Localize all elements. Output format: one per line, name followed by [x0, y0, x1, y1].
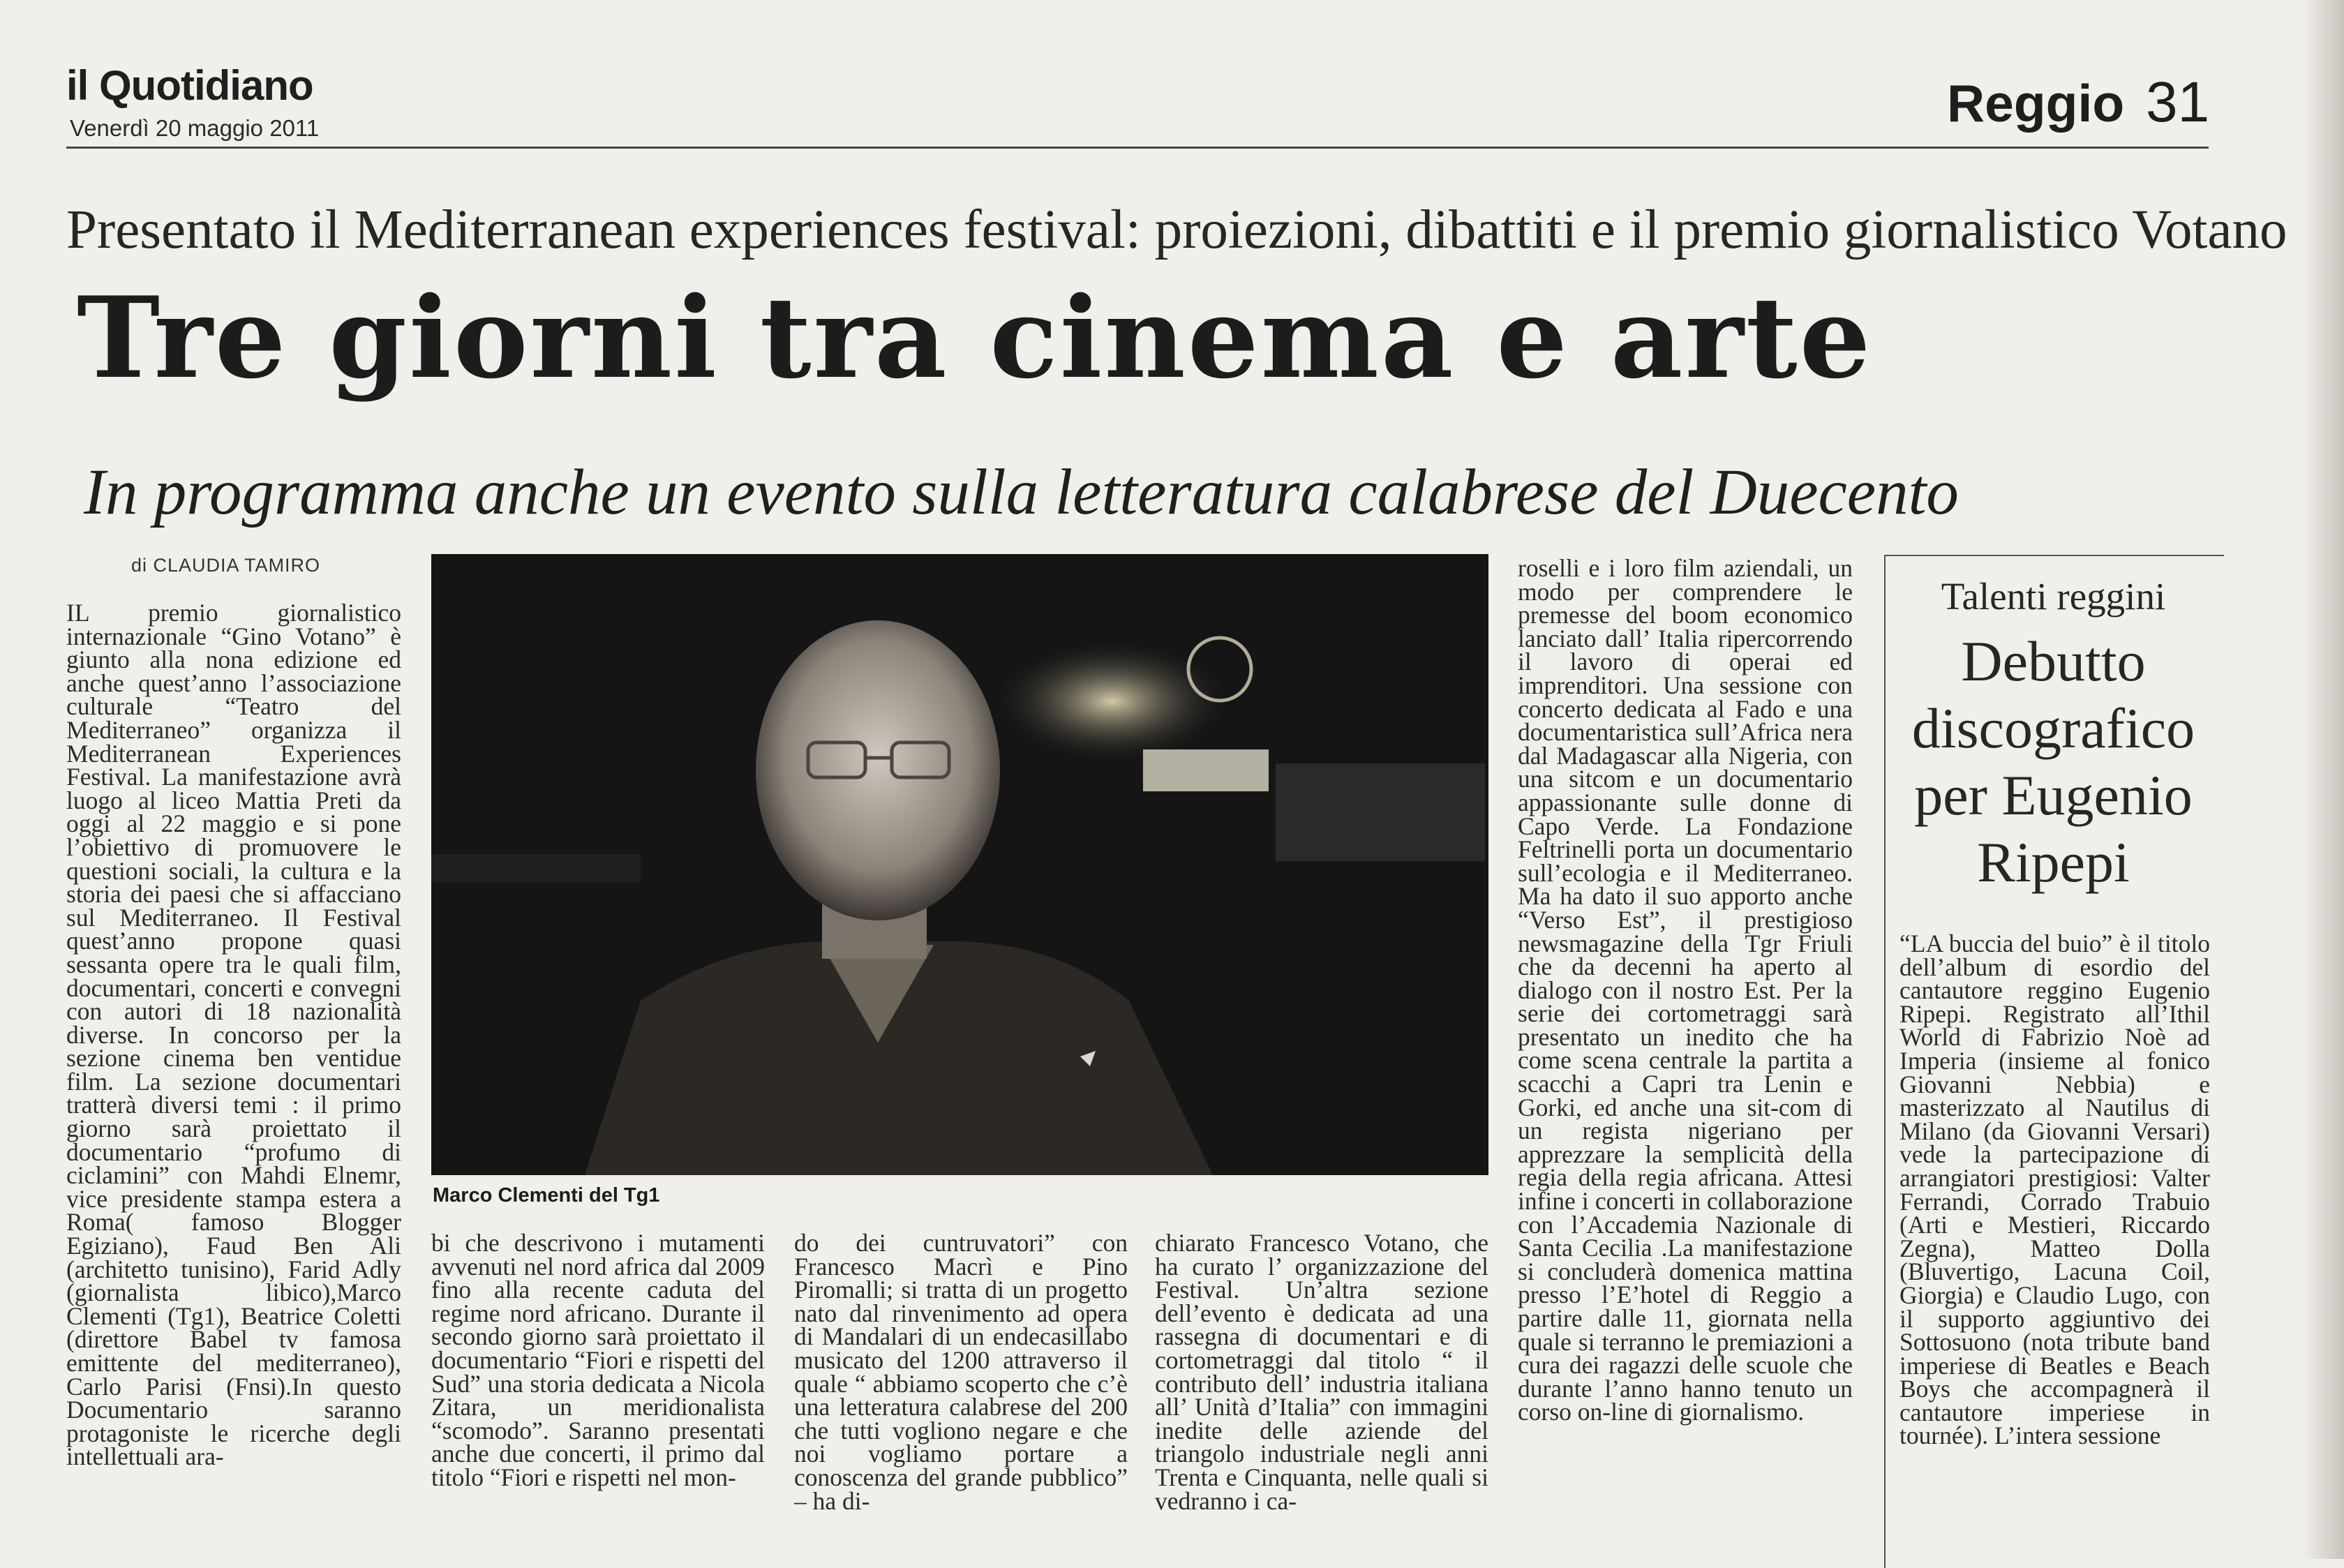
article-photo — [431, 554, 1488, 1175]
article-column-1: IL premio giornalistico internazionale “Gino Votano” è giunto alla nona edizione ed anche quest’anno l’associazione culturale “Teatro del Mediterraneo” organizza il Mediterranean Experiences Festival. La manifestazione avrà luogo al liceo Mattia Preti da oggi al 22 maggio e si pone l’obiettivo di promuovere le questioni sociali, la cultura e la storia dei paesi che si affacciano sul Mediterraneo. Il Festival quest’anno propone quasi sessanta opere tra le quali film, documentari, concerti e convegni con autori di 18 nazionalità diverse. In concorso per la sezione cinema ben ventidue film. La sezione documentari tratterà diversi temi : il primo giorno sarà proiettato il documentario “profumo di ciclamini” con Mahdi Elnemr, vice presidente stampa estera a Roma( famoso Blogger Egiziano), Faud Ben Ali (architetto tunisino), Farid Adly (giornalista libico),Marco Clementi (Tg1), Beatrice Coletti (direttore Babel tv famosa emittente del mediterraneo), Carlo Parisi (Fnsi).In questo Documentario saranno protagoniste le ricerche degli intellettuali ara- — [66, 599, 401, 1471]
article-kicker: Presentato il Mediterranean experiences festival: proiezioni, dibattiti e il premio giornalistico Votano — [66, 200, 2287, 260]
sidebar-kicker: Talenti reggini — [1941, 575, 2166, 618]
photo-caption: Marco Clementi del Tg1 — [433, 1184, 660, 1207]
article-column-4: chiarato Francesco Votano, che ha curato l’ organizzazione del Festival. Un’altra sezione dell’evento è dedicata ad una rassegna di documentari e di cortometraggi dal titolo “ il contributo dell’ industria italiana all’ Unità d’Italia” con immagini inedite delle aziende del triangolo industriale negli anni Trenta e Cinquanta, nelle quali si vedranno i ca- — [1155, 1229, 1488, 1515]
sidebar-title: Debutto discografico per Eugenio Ripepi — [1911, 629, 2195, 894]
issue-date: Venerdì 20 maggio 2011 — [70, 115, 320, 141]
section-name: Reggio — [1947, 74, 2125, 133]
masthead-rule — [66, 147, 2209, 149]
article-headline: Tre giorni tra cinema e arte — [77, 272, 1873, 403]
article-column-2: bi che descrivono i mutamenti avvenuti nel nord africa dal 2009 fino alla recente caduta del regime nord africano. Durante il secondo giorno sarà proiettato il documentario “Fiori e rispetti del Sud” una storia dedicata a Nicola Zitara, un meridionalista “scomodo”. Saranno presentati anche due concerti, il primo dal titolo “Fiori e rispetti nel mon- — [431, 1229, 765, 1491]
newspaper-logo: il Quotidiano — [66, 62, 313, 109]
article-byline: di CLAUDIA TAMIRO — [131, 555, 321, 576]
sidebar-body: “LA buccia del buio” è il titolo dell’album di esordio del cantautore reggino Eugenio Ripepi. Registrato all’Ithil World di Fabrizio Noè ad Imperia (insieme al fonico Giovanni Nebbia) e masterizzato al Nautilus di Milano (da Giovanni Versari) vede la partecipazione di arrangiatori prestigiosi: Valter Ferrandi, Corrado Trabuio (Arti e Mestieri, Riccardo Zegna), Matteo Dolla (Bluvertigo, Lacuna Coil, Giorgia) e Claudio Lugo, con il supporto aggiuntivo dei Sottosuono (nota tribute band imperiese di Beatles e Beach Boys che accompagnerà il cantautore imperiese in tournée). L’intera sessione — [1899, 929, 2210, 1450]
article-subhead: In programma anche un evento sulla letteratura calabrese del Duecento — [84, 456, 1959, 528]
article-column-5: roselli e i loro film aziendali, un modo per comprendere le premesse del boom economico lanciato dall’ Italia ripercorrendo il lavoro di operai ed imprenditori. Una sessione con concerto dedicata al Fado e una documentaristica sull’Africa nera dal Madagascar alla Nigeria, con una sitcom e un documentario appassionante sulle donne di Capo Verde. La Fondazione Feltrinelli porta un documentario sull’ecologia e il Mediterraneo. Ma ha dato il suo apporto anche “Verso Est”, il prestigioso newsmagazine della Tgr Friuli che da decenni ha aperto al dialogo con il nostro Est. Per la serie dei cortometraggi sarà presentato un inedito che ha come scena centrale la partita a scacchi a Capri tra Lenin e Gorki, ed anche una sit-com di un regista nigeriano per apprezzare la semplicità della regia della regia africana. Attesi infine i concerti in collaborazione con l’Accademia Nazionale di Santa Cecilia .La manifestazione si concluderà domenica mattina presso l’E’hotel di Reggio a partire dalle 11, giornata nella quale si terranno le premiazioni a cura dei ragazzi delle scuole che durante l’anno hanno tenuto un corso on-line di giornalismo. — [1518, 554, 1853, 1426]
page-number: 31 — [2146, 70, 2210, 134]
article-column-3: do dei cuntruvatori” con Francesco Macrì e Pino Piromalli; si tratta di un progetto nato dal rinvenimento ad opera di Mandalari di un endecasillabo musicato del 1200 attraverso il quale “ abbiamo scoperto che c’è una letteratura calabrese del 200 che tutti vogliono negare e che noi vogliamo portare a conoscenza del grande pubblico” – ha di- — [794, 1229, 1128, 1515]
scan-edge-shadow — [2303, 0, 2344, 1559]
